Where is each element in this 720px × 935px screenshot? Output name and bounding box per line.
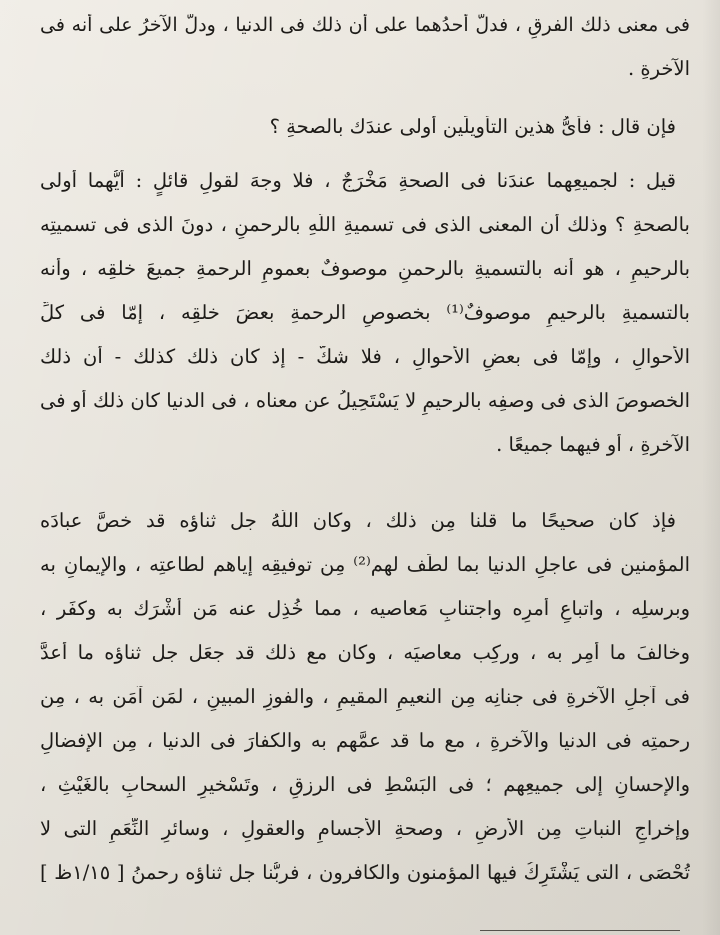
text-line-7: بالتسميةِ بالرحيمِ موصوفٌ⁽¹⁾ بخصوصِ الرحمةِ بعضَ خلقِه ، إمّا فى كلِّ bbox=[40, 302, 690, 324]
text-line-6: بالرحيمِ ، هو أنه بالتسميةِ بالرحمنِ موصوفٌ بعمومِ الرحمةِ جميعَ خلقِه ، وأنه bbox=[40, 258, 690, 280]
text-line-19: تُحْصَى ، التى يَشْتَرِكُ فيها المؤمنون والكافرون ، فربُّنا جل ثناؤه رحمنُ [ ١/١٥ظ ] bbox=[40, 862, 690, 884]
text-line-16: رحمتِه فى الدنيا والآخرةِ ، مع ما قد عمَّهم به والكفارَ فى الدنيا ، مِن الإفضالِ bbox=[40, 730, 690, 752]
text-line-8: الأحوالِ ، وإمّا فى بعضِ الأحوالِ ، فلا شكَّ - إذ كان ذلك كذلك - أن ذلك bbox=[40, 346, 690, 368]
text-line-15: فى آجلِ الآخرةِ فى جنانِه مِن النعيمِ المقيمِ ، والفوزِ المبينِ ، لمَن آمَن به ، مِن bbox=[40, 686, 690, 708]
text-line-12: المؤمنين فى عاجلِ الدنيا بما لطَف لهم⁽²⁾ مِن توفيقِه إياهم لطاعتِه ، والإيمانِ به bbox=[40, 554, 690, 576]
text-line-17: والإحسانِ إلى جميعِهم ؛ فى البَسْطِ فى الرزقِ ، وتَسْخيرِ السحابِ بالغَيْثِ ، bbox=[40, 774, 690, 796]
page-fold-shadow bbox=[702, 0, 720, 935]
second-paragraph bbox=[40, 510, 690, 906]
text-line-10: الآخرةِ ، أو فيهما جميعًا . bbox=[496, 434, 690, 456]
text-line-2: الآخرةِ . bbox=[628, 58, 690, 80]
text-line-3: فإن قال : فأىُّ هذين التأويلَين أولى عندَك بالصحةِ ؟ bbox=[269, 116, 676, 138]
text-line-13: وبرسلِه ، واتباعِ أمرِه واجتنابِ مَعاصيه ، مما خُذِل عنه مَن أشْرَك به وكفَر ، bbox=[40, 598, 690, 620]
text-line-11: فإذ كان صحيحًا ما قلنا مِن ذلك ، وكان اللَّهُ جل ثناؤه قد خصَّ عبادَه bbox=[40, 510, 676, 532]
text-line-9: الخصوصَ الذى فى وصفِه بالرحيمِ لا يَسْتَحِيلُ عن معناه ، فى الدنيا كان ذلك أو فى bbox=[40, 390, 690, 412]
answer-paragraph bbox=[40, 170, 690, 478]
question-paragraph bbox=[40, 116, 690, 160]
text-line-14: وخالفَ ما أُمِر به ، وركِب معاصيَه ، وكان مع ذلك قد جعَل جل ثناؤه ما أعدَّ bbox=[40, 642, 690, 664]
text-line-18: وإخراجِ النباتِ مِن الأرضِ ، وصحةِ الأجسامِ والعقولِ ، وسائرِ النِّعَمِ التى لا bbox=[40, 818, 690, 840]
text-line-4: قيل : لجميعِهما عندَنا فى الصحةِ مَخْرَجٌ ، فلا وجهَ لقولِ قائلٍ : أيُّهما أولى bbox=[40, 170, 676, 192]
text-line-1: فى معنى ذلك الفرقِ ، فدلّ أحدُهما على أن ذلك فى الدنيا ، ودلَّ الآخرُ على أنه فى bbox=[40, 14, 690, 36]
bottom-rule bbox=[480, 930, 680, 931]
paragraph-continuation bbox=[40, 14, 690, 102]
text-line-5: بالصحةِ ؟ وذلك أن المعنى الذى فى تسميةِ اللَّهِ بالرحمنِ ، دونَ الذى فى تسميتِه bbox=[40, 214, 690, 236]
